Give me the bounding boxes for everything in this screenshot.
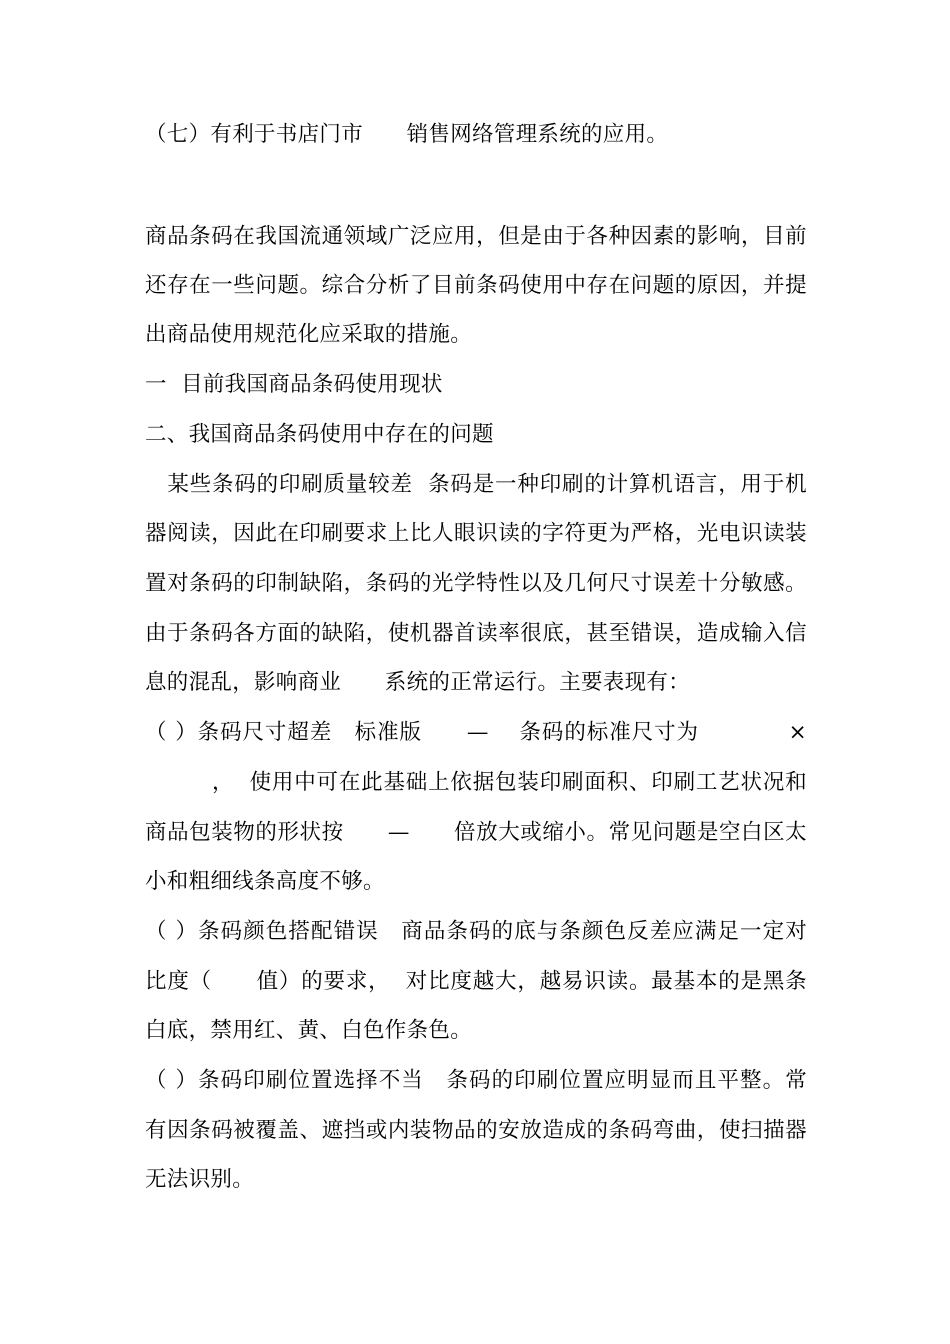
paragraph-line: 息的混乱，影响商业 系统的正常运行。主要表现有： <box>145 670 691 695</box>
paragraph-line: 置对条码的印制缺陷，条码的光学特性以及几何尺寸误差十分敏感。 <box>145 571 807 596</box>
list-item-line: 有因条码被覆盖、遮挡或内装物品的安放造成的条码弯曲，使扫描器 <box>145 1118 807 1143</box>
paragraph-line: 某些条码的印刷质量较差 条码是一种印刷的计算机语言，用于机 <box>145 472 807 497</box>
list-item-line: （ ）条码印刷位置选择不当 条码的印刷位置应明显而且平整。常 <box>145 1068 807 1093</box>
list-item-line: 白底，禁用红、黄、白色作条色。 <box>145 1018 473 1043</box>
paragraph-line: 商品条码在我国流通领域广泛应用，但是由于各种因素的影响，目前 <box>145 224 807 249</box>
paragraph-line: 出商品使用规范化应采取的措施。 <box>145 322 473 347</box>
section-heading-2: 二、我国商品条码使用中存在的问题 <box>145 422 494 447</box>
section-heading-7: （七）有利于书店门市 销售网络管理系统的应用。 <box>145 122 669 147</box>
paragraph-line: 器阅读，因此在印刷要求上比人眼识读的字符更为严格，光电识读装 <box>145 521 807 546</box>
list-item-line: 比度（ 值）的要求， 对比度越大，越易识读。最基本的是黑条 <box>145 969 807 994</box>
list-item-line: ， 使用中可在此基础上依据包装印刷面积、印刷工艺状况和 <box>145 770 807 795</box>
section-heading-1: 一 目前我国商品条码使用现状 <box>145 372 443 397</box>
paragraph-line: 还存在一些问题。综合分析了目前条码使用中存在问题的原因，并提 <box>145 273 807 298</box>
list-item-line: 商品包装物的形状按 — 倍放大或缩小。常见问题是空白区太 <box>145 820 807 845</box>
list-item-line: 无法识别。 <box>145 1167 255 1192</box>
list-item-line: （ ）条码尺寸超差 标准版 — 条码的标准尺寸为 × <box>145 720 807 745</box>
list-item-line: 小和粗细线条高度不够。 <box>145 869 385 894</box>
list-item-line: （ ）条码颜色搭配错误 商品条码的底与条颜色反差应满足一定对 <box>145 919 807 944</box>
paragraph-line: 由于条码各方面的缺陷，使机器首读率很底，甚至错误，造成输入信 <box>145 621 807 646</box>
